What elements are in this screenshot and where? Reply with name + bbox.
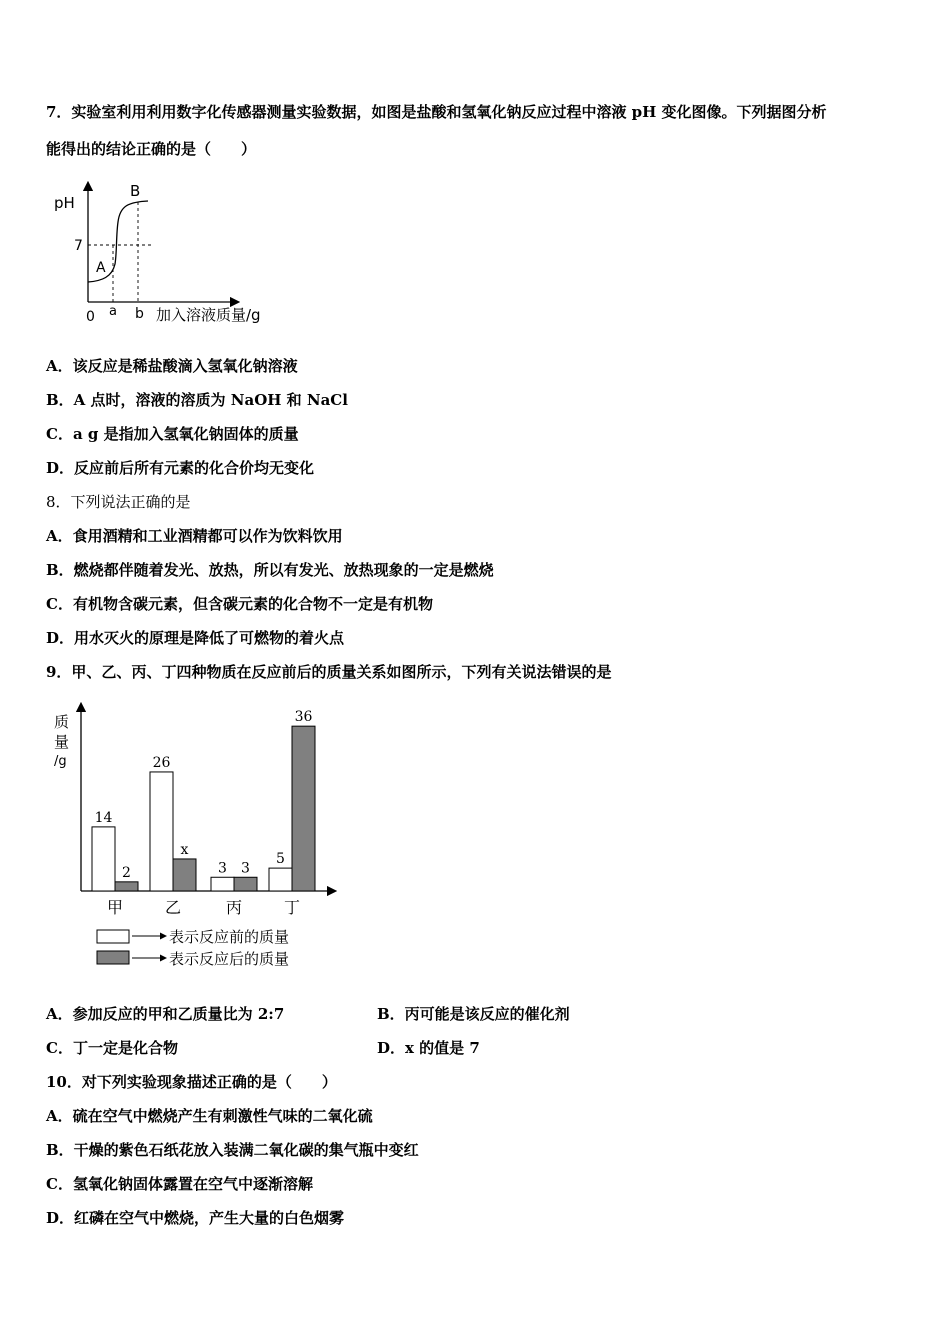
q8-option-a: A．食用酒精和工业酒精都可以作为饮料饮用 [46, 527, 343, 545]
bar-after-1 [173, 859, 196, 891]
q9-stem: 9．甲、乙、丙、丁四种物质在反应前后的质量关系如图所示，下列有关说法错误的是 [46, 663, 612, 681]
mass-bar-chart [40, 695, 340, 980]
ph-y-label: pH [54, 194, 75, 212]
ph-x-tick-a: a [109, 304, 117, 319]
ph-point-a: A [96, 260, 106, 276]
mass-y-label-1: 质 [54, 713, 70, 731]
q7-option-c: C．a g 是指加入氢氧化钠固体的质量 [46, 425, 299, 443]
q9-option-a: A．参加反应的甲和乙质量比为 2:7 [46, 1005, 285, 1023]
q8-stem: 8．下列说法正确的是 [46, 493, 191, 511]
bar-after-3 [292, 726, 315, 891]
bar-label-after-2: 3 [241, 860, 250, 877]
q7-stem-line1: 7．实验室利用利用数字化传感器测量实验数据，如图是盐酸和氢氧化钠反应过程中溶液 pH 变化图像。下列据图分析 [46, 103, 827, 121]
q10-option-a: A．硫在空气中燃烧产生有刺激性气味的二氧化硫 [46, 1107, 373, 1125]
ph-x-tick-b: b [135, 306, 144, 322]
ph-curve-figure [40, 178, 290, 328]
q9-option-b: B．丙可能是该反应的催化剂 [377, 1005, 570, 1023]
bar-label-after-0: 2 [122, 864, 131, 881]
bar-label-after-3: 36 [294, 709, 313, 726]
bar-before-1 [150, 772, 173, 891]
q7-option-d: D．反应前后所有元素的化合价均无变化 [46, 459, 315, 477]
q10-option-d: D．红磷在空气中燃烧，产生大量的白色烟雾 [46, 1209, 345, 1227]
bar-label-before-0: 14 [94, 809, 113, 826]
legend-swatch-after [97, 951, 129, 964]
bar-before-3 [269, 868, 292, 891]
q8-option-c: C．有机物含碳元素，但含碳元素的化合物不一定是有机物 [46, 595, 433, 613]
bar-label-before-1: 26 [152, 754, 171, 771]
ph-origin: 0 [86, 309, 95, 325]
q8-option-d: D．用水灭火的原理是降低了可燃物的着火点 [46, 629, 345, 647]
bar-label-before-3: 5 [276, 851, 285, 868]
bar-label-before-2: 3 [218, 860, 227, 877]
bar-after-2 [234, 877, 257, 891]
legend-label-after: 表示反应后的质量 [169, 950, 290, 968]
ph-x-label: 加入溶液质量/g [156, 306, 261, 324]
mass-y-label-2: 量 [54, 733, 70, 751]
legend-label-before: 表示反应前的质量 [169, 928, 290, 946]
category-label-0: 甲 [106, 898, 124, 917]
category-label-3: 丁 [283, 898, 301, 917]
ph-point-b: B [130, 182, 141, 200]
q7-option-a: A．该反应是稀盐酸滴入氢氧化钠溶液 [46, 357, 298, 375]
bar-label-after-1: x [180, 841, 189, 858]
bar-before-2 [211, 877, 234, 891]
q7-stem-line2: 能得出的结论正确的是（ ） [46, 140, 257, 158]
category-label-1: 乙 [164, 898, 182, 917]
q8-option-b: B．燃烧都伴随着发光、放热，所以有发光、放热现象的一定是燃烧 [46, 561, 494, 579]
q7-option-b: B．A 点时，溶液的溶质为 NaOH 和 NaCl [46, 391, 348, 409]
bar-before-0 [92, 827, 115, 891]
ph-y-tick-7: 7 [74, 238, 83, 254]
q10-option-b: B．干燥的紫色石纸花放入装满二氧化碳的集气瓶中变红 [46, 1141, 419, 1159]
legend-swatch-before [97, 930, 129, 943]
category-label-2: 丙 [225, 898, 243, 917]
mass-y-label-3: /g [54, 754, 67, 769]
q9-option-c: C．丁一定是化合物 [46, 1039, 178, 1057]
q9-option-d: D．x 的值是 7 [377, 1039, 480, 1057]
bar-after-0 [115, 882, 138, 891]
q10-stem: 10．对下列实验现象描述正确的是（ ） [46, 1073, 337, 1091]
q10-option-c: C．氢氧化钠固体露置在空气中逐渐溶解 [46, 1175, 313, 1193]
